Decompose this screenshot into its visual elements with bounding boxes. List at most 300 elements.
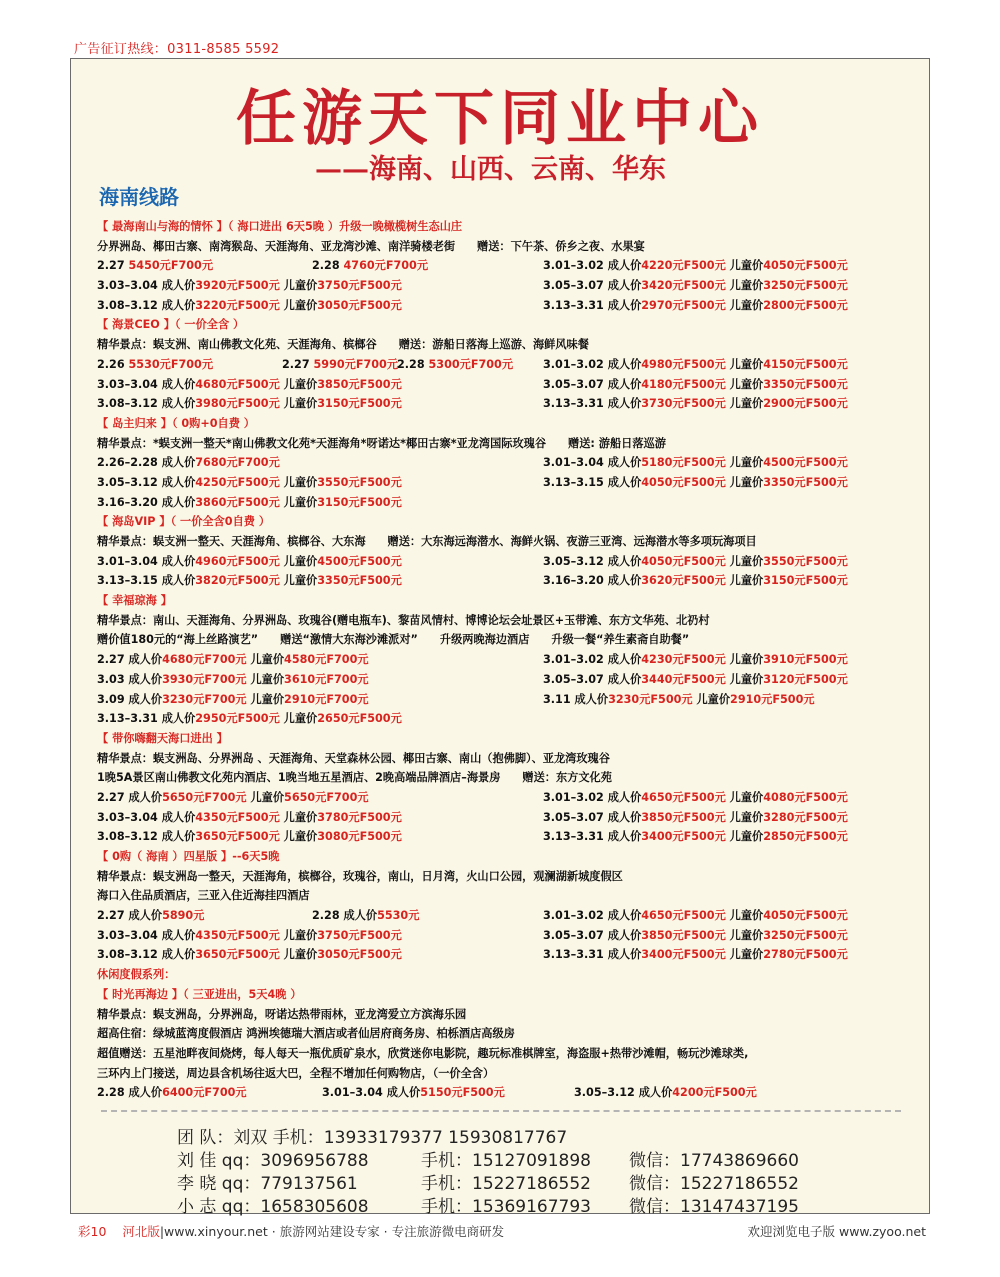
product-title: 【 幸福琼海 】 bbox=[97, 594, 172, 608]
price-label: 儿童价 bbox=[279, 928, 318, 942]
product-title: 【 最海南山与海的情怀 】（ 海口进出 6天5晚 ）升级一晚橄榄树生态山庄 bbox=[97, 220, 463, 233]
price-value: 4960元F500元 bbox=[195, 554, 280, 568]
product-extras bbox=[97, 886, 921, 906]
price-cell bbox=[397, 355, 513, 375]
price-row bbox=[97, 571, 921, 591]
price-row bbox=[97, 650, 921, 670]
contact-wechat: 微信：13147437195 bbox=[629, 1197, 799, 1217]
highlight-text: 精华景点：蜈支洲、南山佛教文化苑、天涯海角、槟榔谷 bbox=[97, 338, 377, 352]
price-label: 儿童价 bbox=[279, 554, 318, 568]
price-value: 5650元F700元 bbox=[284, 790, 369, 804]
price-cell bbox=[97, 296, 402, 316]
price-label: 3.13–3.15 成人价 bbox=[543, 475, 642, 489]
extra-text: 赠送：东方文化苑 bbox=[522, 771, 612, 785]
price-value: 3400元F500元 bbox=[641, 830, 726, 844]
price-label: 3.03–3.04 成人价 bbox=[97, 928, 196, 942]
price-value: 3750元F500元 bbox=[317, 279, 402, 293]
price-label: 儿童价 bbox=[246, 653, 285, 667]
price-value: 3850元F500元 bbox=[641, 928, 726, 942]
price-cell bbox=[97, 945, 402, 965]
price-cell bbox=[543, 394, 848, 414]
price-label: 2.27 成人价 bbox=[97, 909, 163, 923]
contact-name: 李 晓 qq：779137561 bbox=[177, 1174, 358, 1194]
price-row bbox=[97, 276, 921, 296]
product-highlights bbox=[97, 237, 921, 257]
price-value: 5530元 bbox=[377, 909, 420, 923]
price-value: 3280元F500元 bbox=[763, 810, 848, 824]
extra-text: 升级两晚海边酒店 bbox=[439, 633, 530, 647]
price-label: 儿童价 bbox=[725, 830, 764, 844]
price-label: 2.27 成人价 bbox=[97, 790, 163, 804]
price-value: 3230元F500元 bbox=[608, 692, 693, 706]
product-extras bbox=[97, 768, 921, 788]
price-value: 4050元F500元 bbox=[763, 259, 848, 273]
price-label: 2.27 bbox=[97, 259, 129, 273]
price-cell bbox=[543, 808, 848, 828]
price-cell bbox=[97, 493, 402, 513]
contact-row bbox=[177, 1196, 799, 1219]
price-label: 儿童价 bbox=[725, 653, 764, 667]
price-label: 3.13–3.31 成人价 bbox=[543, 397, 642, 411]
price-cell bbox=[97, 571, 402, 591]
price-value: 3400元F500元 bbox=[641, 948, 726, 962]
extra-text: 升级一餐“养生素斋自助餐” bbox=[551, 633, 690, 647]
price-row bbox=[97, 355, 921, 375]
price-cell bbox=[543, 650, 848, 670]
product-title: 【 海景CEO 】（ 一价全含 ） bbox=[97, 318, 245, 332]
price-row bbox=[97, 709, 921, 729]
price-cell bbox=[543, 296, 848, 316]
price-label: 儿童价 bbox=[725, 456, 764, 470]
price-value: 3610元F700元 bbox=[284, 672, 369, 686]
price-value: 5150元F500元 bbox=[420, 1086, 505, 1100]
price-value: 4230元F500元 bbox=[641, 653, 726, 667]
price-value: 3910元F500元 bbox=[763, 653, 848, 667]
price-cell bbox=[97, 926, 402, 946]
price-label: 儿童价 bbox=[279, 830, 318, 844]
price-label: 儿童价 bbox=[692, 692, 731, 706]
ad-frame bbox=[70, 58, 930, 1217]
price-label: 2.26 bbox=[97, 357, 129, 371]
price-cell bbox=[282, 355, 398, 375]
price-cell bbox=[97, 1083, 247, 1103]
price-label: 3.01–3.04 成人价 bbox=[322, 1086, 421, 1100]
price-cell bbox=[543, 355, 848, 375]
highlight-text: 赠送: 游船日落巡游 bbox=[568, 436, 666, 450]
price-value: 3980元F500元 bbox=[195, 397, 280, 411]
product-highlights bbox=[97, 434, 921, 454]
price-label: 2.28 成人价 bbox=[312, 909, 378, 923]
price-label: 儿童价 bbox=[246, 790, 285, 804]
highlight-text: 精华景点：*蜈支洲一整天*南山佛教文化苑*天涯海角*呀诺达*椰田古寨*亚龙湾国际玫瑰谷 bbox=[97, 436, 547, 450]
price-cell bbox=[97, 690, 369, 710]
price-label: 3.01–3.04 成人价 bbox=[543, 456, 642, 470]
price-row bbox=[97, 473, 921, 493]
price-row bbox=[97, 808, 921, 828]
highlight-text: 精华景点：南山、天涯海角、分界洲岛、玫瑰谷(赠电瓶车)、黎苗风情村、博博论坛会址景区+玉带滩、东方文华苑、北礽村 bbox=[97, 613, 710, 627]
price-label: 3.08–3.12 成人价 bbox=[97, 830, 196, 844]
price-cell bbox=[543, 453, 848, 473]
product-highlights bbox=[97, 532, 921, 552]
price-value: 3350元F500元 bbox=[763, 475, 848, 489]
price-cell bbox=[97, 256, 213, 276]
price-value: 2780元F500元 bbox=[763, 948, 848, 962]
price-value: 5890元 bbox=[162, 909, 205, 923]
price-value: 4250元F500元 bbox=[195, 475, 280, 489]
price-label: 3.13–3.15 成人价 bbox=[97, 574, 196, 588]
price-cell bbox=[97, 552, 402, 572]
price-cell bbox=[97, 355, 213, 375]
price-value: 3050元F500元 bbox=[317, 948, 402, 962]
price-value: 2910元F700元 bbox=[284, 692, 369, 706]
price-label: 儿童价 bbox=[725, 810, 764, 824]
price-label: 3.11 成人价 bbox=[543, 692, 609, 706]
price-label: 2.27 成人价 bbox=[97, 653, 163, 667]
price-value: 4350元F500元 bbox=[195, 810, 280, 824]
price-cell bbox=[97, 670, 369, 690]
contact-row bbox=[177, 1173, 799, 1196]
price-row bbox=[97, 1083, 921, 1103]
price-label: 儿童价 bbox=[725, 279, 764, 293]
highlight-text: 赠送：游船日落海上巡游、海鲜风味餐 bbox=[398, 338, 589, 352]
price-value: 2850元F500元 bbox=[763, 830, 848, 844]
price-label: 3.03 成人价 bbox=[97, 672, 163, 686]
price-value: 3550元F500元 bbox=[763, 554, 848, 568]
price-label: 儿童价 bbox=[725, 928, 764, 942]
price-value: 4050元F500元 bbox=[641, 475, 726, 489]
price-row bbox=[97, 493, 921, 513]
price-cell bbox=[97, 808, 402, 828]
price-cell bbox=[543, 375, 848, 395]
price-label: 儿童价 bbox=[279, 279, 318, 293]
product-highlights bbox=[97, 749, 921, 769]
price-label: 3.03–3.04 成人价 bbox=[97, 377, 196, 391]
product-title: 【 0购（ 海南 ）四星版 】--6天5晚 bbox=[97, 850, 280, 863]
price-label: 3.13–3.31 成人价 bbox=[97, 712, 196, 726]
contact-wechat: 微信：15227186552 bbox=[629, 1174, 799, 1194]
price-label: 儿童价 bbox=[246, 692, 285, 706]
price-cell bbox=[312, 256, 428, 276]
price-cell bbox=[322, 1083, 505, 1103]
price-value: 3780元F500元 bbox=[317, 810, 402, 824]
price-label: 3.08–3.12 成人价 bbox=[97, 298, 196, 312]
contact-name: 刘 佳 qq：3096956788 bbox=[177, 1151, 369, 1171]
price-value: 4650元F500元 bbox=[641, 790, 726, 804]
price-label: 2.26–2.28 成人价 bbox=[97, 456, 196, 470]
price-label: 儿童价 bbox=[279, 574, 318, 588]
price-cell bbox=[543, 473, 848, 493]
price-label: 3.16–3.20 成人价 bbox=[97, 495, 196, 509]
price-value: 4980元F500元 bbox=[641, 357, 726, 371]
product-title: 【 海岛VIP 】（ 一价全含0自费 ） bbox=[97, 515, 271, 529]
price-cell bbox=[543, 690, 815, 710]
price-cell bbox=[97, 394, 402, 414]
price-cell bbox=[312, 906, 419, 926]
price-cell bbox=[97, 827, 402, 847]
product-title: 【 带你嗨翻天海口进出 】 bbox=[97, 731, 228, 745]
price-row bbox=[97, 926, 921, 946]
price-cell bbox=[97, 453, 280, 473]
price-value: 3750元F500元 bbox=[317, 928, 402, 942]
leisure-series-label: 休闲度假系列： bbox=[97, 968, 176, 982]
price-value: 3220元F500元 bbox=[195, 298, 280, 312]
price-label: 3.16–3.20 成人价 bbox=[543, 574, 642, 588]
price-label: 儿童价 bbox=[725, 475, 764, 489]
ad-hotline: 广告征订热线：0311-8585 5592 bbox=[74, 42, 280, 57]
price-value: 3650元F500元 bbox=[195, 948, 280, 962]
price-value: 3420元F500元 bbox=[641, 279, 726, 293]
price-value: 4050元F500元 bbox=[763, 909, 848, 923]
price-value: 4220元F500元 bbox=[641, 259, 726, 273]
price-value: 3620元F500元 bbox=[641, 574, 726, 588]
highlight-text: 赠送：大东海远海潜水、海鲜火锅、夜游三亚湾、远海潜水等多项玩海项目 bbox=[387, 535, 757, 548]
page-footer bbox=[78, 1222, 926, 1240]
price-label: 儿童价 bbox=[725, 948, 764, 962]
price-cell bbox=[543, 926, 848, 946]
price-value: 4180元F500元 bbox=[641, 377, 726, 391]
highlight-text: 精华景点：蜈支洲岛、分界洲岛 、天涯海角、天堂森林公园、椰田古寨、南山（抱佛脚）、亚龙湾玫瑰谷 bbox=[97, 751, 610, 765]
price-value: 3350元F500元 bbox=[317, 574, 402, 588]
price-value: 3080元F500元 bbox=[317, 830, 402, 844]
price-cell bbox=[97, 650, 369, 670]
price-value: 5530元F700元 bbox=[128, 357, 214, 371]
product-highlights bbox=[97, 611, 921, 631]
price-label: 儿童价 bbox=[725, 554, 764, 568]
price-label: 3.05–3.12 成人价 bbox=[97, 475, 196, 489]
price-label: 儿童价 bbox=[725, 298, 764, 312]
price-value: 4500元F500元 bbox=[317, 554, 402, 568]
price-label: 3.03–3.04 成人价 bbox=[97, 810, 196, 824]
price-value: 5180元F500元 bbox=[641, 456, 726, 470]
contact-phone: 手机：15127091898 bbox=[421, 1151, 591, 1171]
price-label: 3.01–3.02 成人价 bbox=[543, 790, 642, 804]
footer-text: |www.xinyour.net · 旅游网站建设专家 · 专注旅游微电商研发 bbox=[159, 1224, 505, 1239]
product-title: 【 岛主归来 】（ 0购+0自费 ） bbox=[97, 416, 255, 430]
price-cell bbox=[97, 709, 402, 729]
page-subtitle: ——海南、山西、云南、华东 bbox=[315, 154, 666, 185]
price-row bbox=[97, 906, 921, 926]
price-value: 3820元F500元 bbox=[195, 574, 280, 588]
price-value: 7680元F700元 bbox=[195, 456, 280, 470]
price-cell bbox=[543, 906, 848, 926]
price-value: 3850元F500元 bbox=[641, 810, 726, 824]
price-value: 3920元F500元 bbox=[195, 279, 280, 293]
product-highlights: 三环内上门接送，周边县含机场往返大巴，全程不增加任何购物店，（一价全含） bbox=[97, 1066, 495, 1080]
price-label: 儿童价 bbox=[279, 377, 318, 391]
edition-label: 河北版 bbox=[122, 1224, 160, 1239]
price-cell bbox=[97, 906, 204, 926]
price-value: 3230元F700元 bbox=[162, 692, 247, 706]
price-label: 儿童价 bbox=[279, 810, 318, 824]
page-title: 任游天下同业中心 bbox=[236, 84, 764, 154]
price-label: 3.13–3.31 成人价 bbox=[543, 948, 642, 962]
product-highlights bbox=[97, 335, 921, 355]
price-cell bbox=[97, 473, 402, 493]
price-label: 3.01–3.02 成人价 bbox=[543, 653, 642, 667]
price-cell bbox=[97, 276, 402, 296]
price-row bbox=[97, 945, 921, 965]
price-row bbox=[97, 552, 921, 572]
price-value: 4150元F500元 bbox=[763, 357, 848, 371]
price-value: 3730元F500元 bbox=[641, 397, 726, 411]
price-label: 儿童价 bbox=[725, 357, 764, 371]
price-value: 5450元F700元 bbox=[128, 259, 214, 273]
price-value: 4200元F500元 bbox=[672, 1086, 757, 1100]
price-value: 3440元F500元 bbox=[641, 672, 726, 686]
price-label: 儿童价 bbox=[725, 909, 764, 923]
price-value: 3250元F500元 bbox=[763, 928, 848, 942]
price-cell bbox=[543, 571, 848, 591]
price-value: 5300元F700元 bbox=[428, 357, 514, 371]
price-label: 3.13–3.31 成人价 bbox=[543, 298, 642, 312]
price-label: 3.01–3.02 成人价 bbox=[543, 909, 642, 923]
price-cell bbox=[543, 552, 848, 572]
price-cell bbox=[543, 827, 848, 847]
price-value: 3930元F700元 bbox=[162, 672, 247, 686]
price-label: 3.13–3.31 成人价 bbox=[543, 830, 642, 844]
price-cell bbox=[543, 276, 848, 296]
extra-text: 赠送“激情大东海沙滩派对” bbox=[280, 633, 418, 647]
contact-phone: 手机：15227186552 bbox=[421, 1174, 591, 1194]
price-label: 2.27 bbox=[282, 357, 314, 371]
price-label: 儿童价 bbox=[279, 948, 318, 962]
price-label: 3.09 成人价 bbox=[97, 692, 163, 706]
price-value: 3860元F500元 bbox=[195, 495, 280, 509]
price-label: 3.05–3.07 成人价 bbox=[543, 928, 642, 942]
price-value: 3350元F500元 bbox=[763, 377, 848, 391]
price-cell bbox=[543, 788, 848, 808]
price-label: 2.28 bbox=[312, 259, 344, 273]
price-row bbox=[97, 788, 921, 808]
extra-text: 1晚5A景区南山佛教文化苑内酒店、1晚当地五星酒店、2晚高端品牌酒店–海景房 bbox=[97, 771, 501, 785]
price-cell bbox=[97, 375, 402, 395]
contact-name: 团 队：刘双 手机：13933179377 15930817767 bbox=[177, 1128, 568, 1148]
price-label: 3.05–3.07 成人价 bbox=[543, 672, 642, 686]
price-label: 3.08–3.12 成人价 bbox=[97, 948, 196, 962]
product-highlights: 超值赠送：五星池畔夜间烧烤，每人每天一瓶优质矿泉水，欣赏迷你电影院，趣玩标准棋牌室，海盗服+热带沙滩帽，畅玩沙滩球类, bbox=[97, 1046, 749, 1060]
price-label: 3.01–3.02 成人价 bbox=[543, 259, 642, 273]
product-title: 【 时光再海边 】（ 三亚进出，5天4晚 ） bbox=[97, 987, 302, 1001]
price-label: 3.05–3.07 成人价 bbox=[543, 377, 642, 391]
price-value: 4680元F500元 bbox=[195, 377, 280, 391]
product-highlights bbox=[97, 867, 921, 887]
price-cell bbox=[97, 788, 369, 808]
price-label: 儿童价 bbox=[279, 475, 318, 489]
price-label: 儿童价 bbox=[725, 259, 764, 273]
highlight-text: 精华景点：蜈支洲一整天、天涯海角、槟榔谷、大东海 bbox=[97, 535, 366, 548]
price-value: 4760元F700元 bbox=[343, 259, 429, 273]
product-extras bbox=[97, 630, 921, 650]
price-value: 3150元F500元 bbox=[317, 495, 402, 509]
contact-row bbox=[177, 1150, 799, 1173]
price-label: 3.03–3.04 成人价 bbox=[97, 279, 196, 293]
price-value: 3850元F500元 bbox=[317, 377, 402, 391]
price-label: 儿童价 bbox=[725, 397, 764, 411]
price-row bbox=[97, 453, 921, 473]
extra-text: 赠价值180元的“海上丝路演艺” bbox=[97, 633, 259, 647]
price-label: 3.05–3.07 成人价 bbox=[543, 279, 642, 293]
price-label: 儿童价 bbox=[725, 672, 764, 686]
price-label: 儿童价 bbox=[725, 790, 764, 804]
price-label: 3.05–3.12 成人价 bbox=[574, 1086, 673, 1100]
price-value: 3550元F500元 bbox=[317, 475, 402, 489]
price-row bbox=[97, 394, 921, 414]
price-cell bbox=[543, 945, 848, 965]
price-value: 4680元F700元 bbox=[162, 653, 247, 667]
price-value: 4080元F500元 bbox=[763, 790, 848, 804]
price-label: 3.05–3.12 成人价 bbox=[543, 554, 642, 568]
price-value: 2900元F500元 bbox=[763, 397, 848, 411]
price-label: 3.05–3.07 成人价 bbox=[543, 810, 642, 824]
price-value: 4350元F500元 bbox=[195, 928, 280, 942]
price-label: 儿童价 bbox=[246, 672, 285, 686]
price-value: 4580元F700元 bbox=[284, 653, 369, 667]
price-label: 儿童价 bbox=[279, 712, 318, 726]
section-title: 海南线路 bbox=[99, 185, 179, 209]
price-label: 儿童价 bbox=[725, 574, 764, 588]
price-label: 儿童价 bbox=[279, 298, 318, 312]
highlight-text: 赠送：下午茶、侨乡之夜、水果宴 bbox=[477, 239, 645, 253]
contact-block bbox=[177, 1127, 799, 1219]
price-value: 4650元F500元 bbox=[641, 909, 726, 923]
price-label: 儿童价 bbox=[279, 495, 318, 509]
price-value: 3150元F500元 bbox=[763, 574, 848, 588]
price-row bbox=[97, 670, 921, 690]
contact-wechat: 微信：17743869660 bbox=[629, 1151, 799, 1171]
product-highlights: 精华景点：蜈支洲岛，分界洲岛，呀诺达热带雨林，亚龙湾爱立方滨海乐园 bbox=[97, 1007, 467, 1021]
footer-link[interactable]: 欢迎浏览电子版 www.zyoo.net bbox=[747, 1224, 926, 1239]
highlight-text: 精华景点：蜈支洲岛一整天，天涯海角，槟榔谷，玫瑰谷，南山，日月湾，火山口公园，观澜湖新城度假区 bbox=[97, 869, 623, 883]
price-row bbox=[97, 256, 921, 276]
price-value: 3150元F500元 bbox=[317, 397, 402, 411]
price-cell bbox=[543, 256, 848, 276]
price-label: 2.28 bbox=[397, 357, 429, 371]
contact-phone: 手机：15369167793 bbox=[421, 1197, 591, 1217]
price-label: 3.01–3.04 成人价 bbox=[97, 554, 196, 568]
divider bbox=[101, 1110, 901, 1112]
extra-text: 海口入住品质酒店，三亚入住近海挂四酒店 bbox=[97, 889, 310, 903]
price-value: 2650元F500元 bbox=[317, 712, 402, 726]
price-row bbox=[97, 690, 921, 710]
price-cell bbox=[543, 670, 848, 690]
price-value: 2950元F500元 bbox=[195, 712, 280, 726]
price-value: 2910元F500元 bbox=[730, 692, 815, 706]
price-row bbox=[97, 296, 921, 316]
price-value: 4050元F500元 bbox=[641, 554, 726, 568]
price-label: 儿童价 bbox=[279, 397, 318, 411]
contact-name: 小 志 qq：1658305608 bbox=[177, 1197, 369, 1217]
price-value: 4500元F500元 bbox=[763, 456, 848, 470]
price-value: 3650元F500元 bbox=[195, 830, 280, 844]
price-value: 3120元F500元 bbox=[763, 672, 848, 686]
price-label: 2.28 成人价 bbox=[97, 1086, 163, 1100]
price-value: 3050元F500元 bbox=[317, 298, 402, 312]
price-row bbox=[97, 375, 921, 395]
price-value: 2800元F500元 bbox=[763, 298, 848, 312]
highlight-text: 分界洲岛、椰田古寨、南湾猴岛、天涯海角、亚龙湾沙滩、南洋骑楼老街 bbox=[97, 239, 456, 253]
price-label: 3.08–3.12 成人价 bbox=[97, 397, 196, 411]
product-highlights: 超高住宿：绿城蓝湾度假酒店 鸿洲埃德瑞大酒店或者仙居府商务房、柏栎酒店高级房 bbox=[97, 1027, 515, 1041]
page-number: 彩10 bbox=[78, 1224, 107, 1239]
price-label: 儿童价 bbox=[725, 377, 764, 391]
price-value: 3250元F500元 bbox=[763, 279, 848, 293]
price-label: 3.01–3.02 成人价 bbox=[543, 357, 642, 371]
product-list bbox=[97, 217, 921, 1103]
price-row bbox=[97, 827, 921, 847]
price-value: 5990元F700元 bbox=[313, 357, 399, 371]
price-value: 6400元F700元 bbox=[162, 1086, 247, 1100]
price-value: 5650元F700元 bbox=[162, 790, 247, 804]
